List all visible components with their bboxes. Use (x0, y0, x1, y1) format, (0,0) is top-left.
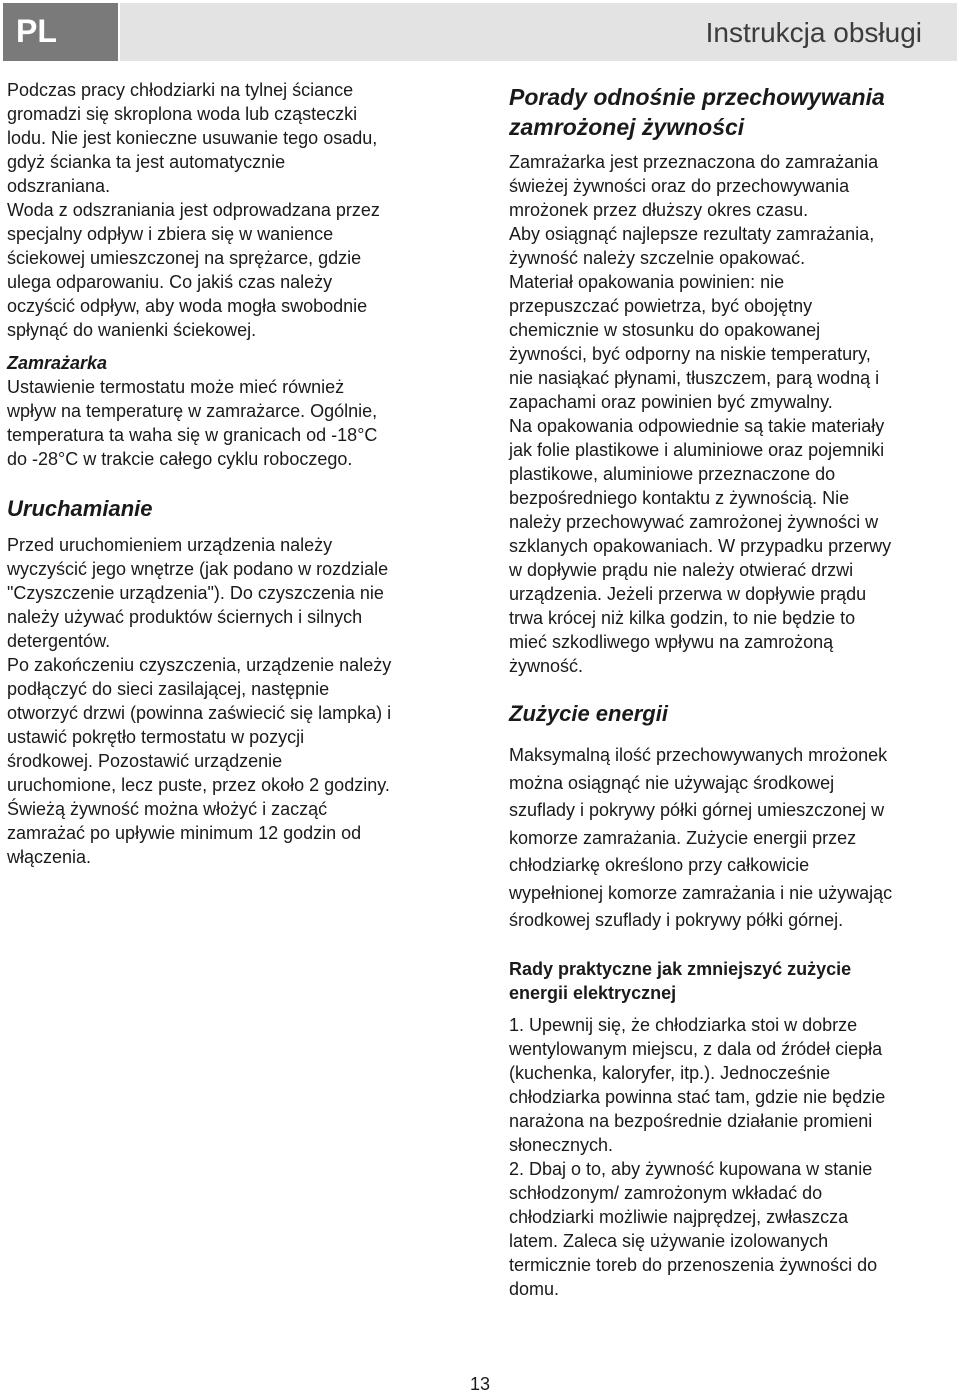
language-badge (3, 3, 118, 61)
page-header (0, 0, 960, 62)
startup-paragraph: Przed uruchomieniem urządzenia należy wyczyścić jego wnętrze (jak podano w rozdziale "Czyszczenie urządzenia"). Do czyszczenia nie należy używać produktów ściernych i silnych detergentów. Po zakończeniu czyszczenia, urządzenie należy podłączyć do sieci zasilającej, następnie otworzyć drzwi (powinna zaświecić się lampka) i ustawić pokrętło termostatu w pozycji środkowej. Pozostawić urządzenie uruchomione, lecz puste, przez około 2 godziny. Świeżą żywność można włożyć i zacząć zamrażać po upływie minimum 12 godzin od włączenia. (7, 535, 392, 867)
frozen-storage-heading: Porady odnośnie przechowywania zamrożonej żywności (509, 84, 885, 140)
frozen-storage-paragraph: Zamrażarka jest przeznaczona do zamrażania świeżej żywności oraz do przechowywania mrożonek przez dłuższy okres czasu. Aby osiągnąć najlepsze rezultaty zamrażania, żywność należy szczelnie opakować. Materiał opakowania powinien: nie przepuszczać powietrza, być obojętny chemicznie w stosunku do opakowanej żywności, być odporny na niskie temperatury, nie nasiąkać płynami, tłuszczem, parą wodną i zapachami oraz powinien być zmywalny. Na opakowania odpowiednie są takie materiały jak folie plastikowe i aluminiowe oraz pojemniki plastikowe, aluminiowe przeznaczone do bezpośredniego kontaktu z żywnością. Nie należy przechowywać zamrożonej żywności w szklanych opakowaniach. W przypadku przerwy w dopływie prądu nie należy otwierać drzwi urządzenia. Jeżeli przerwa w dopływie prądu trwa krócej niż kilka godzin, to nie będzie to mieć szkodliwego wpływu na zamrożoną żywność. (509, 152, 892, 676)
left-column (7, 78, 467, 869)
energy-tips-list: 1. Upewnij się, że chłodziarka stoi w dobrze wentylowanym miejscu, z dala od źródeł ciepła (kuchenka, kaloryfer, itp.). Jednocześnie chłodziarka powinna stać tam, gdzie nie będzie narażona na bezpośrednie działanie promieni słonecznych. 2. Dbaj o to, aby żywność kupowana w stanie schłodzonym/ zamrożonym wkładać do chłodziarki możliwie najprędzej, zwłaszcza latem. Zaleca się używanie izolowanych termicznie toreb do przenoszenia żywności do domu. (509, 1014, 886, 1299)
energy-paragraph: Maksymalną ilość przechowywanych mrożonek można osiągnąć nie używając środkowej szuflady i pokrywy półki górnej umieszczonej w komorze zamrażania. Zużycie energii przez chłodziarkę określono przy całkowicie wypełnionej komorze zamrażania i nie używając środkowej szuflady i pokrywy półki górnej. (509, 745, 893, 930)
energy-heading: Zużycie energii (509, 701, 668, 726)
language-code: PL (16, 13, 57, 49)
freezer-paragraph: Ustawienie termostatu może mieć również wpływ na temperaturę w zamrażarce. Ogólnie, temperatura ta waha się w granicach od -18°C do -28°C w trakcie całego cyklu roboczego. (7, 377, 378, 469)
document-title: Instrukcja obsługi (705, 17, 922, 48)
page-number: 13 (469, 1374, 491, 1394)
condensation-paragraph: Podczas pracy chłodziarki na tylnej ściance gromadzi się skroplona woda lub cząsteczki lodu. Nie jest konieczne usuwanie tego osadu, gdyż ścianka ta jest automatycznie odszraniana. Woda z odszraniania jest odprowadzana przez specjalny odpływ i zbiera się w wanience ściekowej umieszczonej na sprężarce, gdzie ulega odparowaniu. Co jakiś czas należy oczyścić odpływ, aby woda mogła swobodnie spłynąć do wanienki ściekowej. (7, 80, 380, 340)
header-title-bar (120, 3, 957, 61)
startup-heading: Uruchamianie (7, 496, 153, 521)
freezer-heading: Zamrażarka (7, 353, 108, 373)
energy-tips-heading: Rady praktyczne jak zmniejszyć zużycie energii elektrycznej (509, 958, 852, 1003)
right-column (509, 78, 954, 1301)
